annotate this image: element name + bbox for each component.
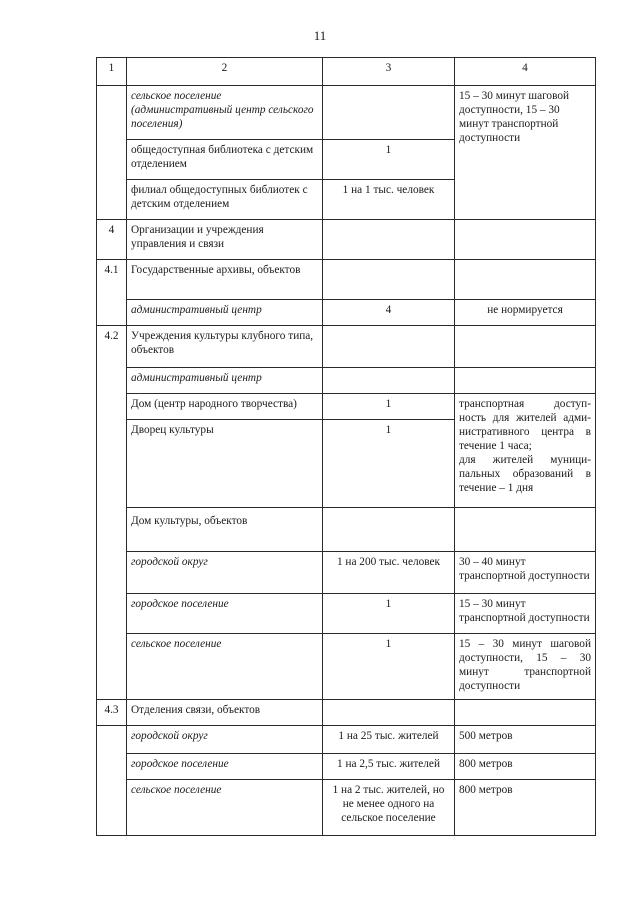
row-norm-cell bbox=[455, 700, 596, 726]
row-number-cell: 4.1 bbox=[97, 260, 127, 326]
row-norm-cell bbox=[455, 326, 596, 368]
table-row bbox=[97, 220, 596, 260]
row-number-cell: 4.2 bbox=[97, 326, 127, 508]
norm-line: ность для жителей адми- bbox=[459, 412, 591, 424]
row-norm-cell bbox=[455, 368, 596, 394]
row-value-cell: 1 bbox=[323, 140, 455, 180]
row-name-cell: Дом культуры, объектов bbox=[127, 508, 323, 552]
table-row bbox=[97, 726, 596, 754]
row-value-cell bbox=[323, 368, 455, 394]
row-name-cell: общедоступная библиотека с детским отделением bbox=[127, 140, 323, 180]
row-value-cell: 1 на 1 тыс. человек bbox=[323, 180, 455, 220]
header-col-2: 2 bbox=[127, 58, 323, 86]
row-norm-cell: 15 – 30 минут шаговой доступности, 15 – 30 минут транспортной доступности bbox=[455, 634, 596, 700]
row-name-cell: сельское поселение bbox=[127, 780, 323, 836]
row-norm-cell: 500 метров bbox=[455, 726, 596, 754]
row-name-cell: филиал общедоступных библиотек с детским отделением bbox=[127, 180, 323, 220]
row-norm-cell: 15 – 30 минут транспортной доступности bbox=[455, 594, 596, 634]
row-name-cell: городское поселение bbox=[127, 754, 323, 780]
row-name-cell: Отделения связи, объектов bbox=[127, 700, 323, 726]
row-name-cell: сельское поселение (административный центр сельского поселения) bbox=[127, 86, 323, 140]
row-value-cell bbox=[323, 220, 455, 260]
row-norm-cell bbox=[455, 394, 596, 508]
row-name-cell: сельское поселение bbox=[127, 634, 323, 700]
row-value-cell bbox=[323, 700, 455, 726]
norm-line: для жителей муници- bbox=[459, 454, 591, 466]
row-norm-cell: 800 метров bbox=[455, 780, 596, 836]
norm-line: транспортная доступ- bbox=[459, 398, 591, 410]
table-row bbox=[97, 780, 596, 836]
row-value-cell bbox=[323, 326, 455, 368]
row-value-cell: 1 bbox=[323, 634, 455, 700]
row-name-cell: городской округ bbox=[127, 552, 323, 594]
row-value-cell: 1 bbox=[323, 420, 455, 508]
row-norm-cell bbox=[455, 260, 596, 300]
row-value-cell: 1 на 200 тыс. человек bbox=[323, 552, 455, 594]
row-name-cell: административный центр bbox=[127, 300, 323, 326]
row-norm-cell: 800 метров bbox=[455, 754, 596, 780]
table-row bbox=[97, 754, 596, 780]
row-norm-cell bbox=[455, 220, 596, 260]
page-number: 11 bbox=[313, 28, 327, 43]
table-row bbox=[97, 326, 596, 368]
row-number-cell bbox=[97, 86, 127, 220]
row-value-cell: 4 bbox=[323, 300, 455, 326]
norms-table bbox=[96, 57, 596, 836]
row-number-cell: 4.3 bbox=[97, 700, 127, 726]
header-col-3: 3 bbox=[323, 58, 455, 86]
table-row bbox=[97, 394, 596, 420]
row-name-cell: Государственные архивы, объектов bbox=[127, 260, 323, 300]
norm-line: течение – 1 дня bbox=[459, 482, 534, 494]
table-header-row bbox=[97, 58, 596, 86]
row-norm-cell: 30 – 40 минут транспортной доступности bbox=[455, 552, 596, 594]
table-row bbox=[97, 86, 596, 140]
table-row bbox=[97, 508, 596, 552]
row-number-cell: 4 bbox=[97, 220, 127, 260]
norm-line: течение 1 часа; bbox=[459, 440, 532, 452]
norm-line: пальных образований в bbox=[459, 468, 591, 480]
row-value-cell bbox=[323, 508, 455, 552]
table-row bbox=[97, 594, 596, 634]
row-value-cell: 1 bbox=[323, 394, 455, 420]
row-norm-cell: 15 – 30 минут шаговой доступности, 15 – 30 минут транспортной доступности bbox=[455, 86, 596, 220]
row-norm-cell: не нормируется bbox=[455, 300, 596, 326]
row-name-cell: Учреждения культуры клубного типа, объектов bbox=[127, 326, 323, 368]
table-row bbox=[97, 300, 596, 326]
row-number-cell bbox=[97, 726, 127, 836]
row-value-cell: 1 bbox=[323, 594, 455, 634]
row-name-cell: городское поселение bbox=[127, 594, 323, 634]
row-name-cell: Дворец культуры bbox=[127, 420, 323, 508]
row-value-cell: 1 на 25 тыс. жителей bbox=[323, 726, 455, 754]
row-value-cell: 1 на 2 тыс. жителей, но не менее одного на сельское поселение bbox=[323, 780, 455, 836]
table-row bbox=[97, 552, 596, 594]
table-row bbox=[97, 260, 596, 300]
row-name-cell: административный центр bbox=[127, 368, 323, 394]
row-norm-cell bbox=[455, 508, 596, 552]
table-row bbox=[97, 634, 596, 700]
row-name-cell: Дом (центр народного творчества) bbox=[127, 394, 323, 420]
row-number-cell bbox=[97, 508, 127, 700]
table-row bbox=[97, 368, 596, 394]
header-col-4: 4 bbox=[455, 58, 596, 86]
header-col-1: 1 bbox=[97, 58, 127, 86]
row-value-cell: 1 на 2,5 тыс. жителей bbox=[323, 754, 455, 780]
row-name-cell: городской округ bbox=[127, 726, 323, 754]
norm-line: нистративного центра в bbox=[459, 426, 591, 438]
row-name-cell: Организации и учреждения управления и связи bbox=[127, 220, 323, 260]
row-value-cell bbox=[323, 260, 455, 300]
row-value-cell bbox=[323, 86, 455, 140]
table-row bbox=[97, 700, 596, 726]
